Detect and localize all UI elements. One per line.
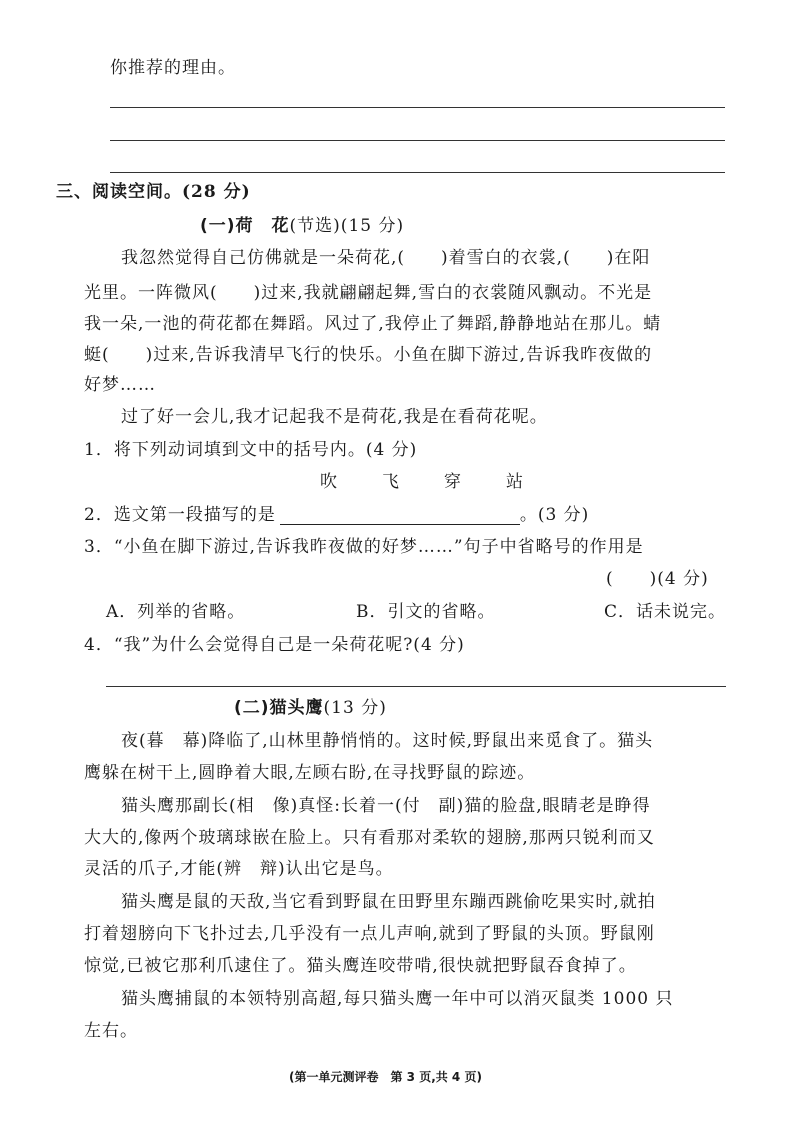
answer-line-3 — [110, 172, 725, 173]
passage2-line-10: 左右。 — [84, 1021, 138, 1041]
passage2-title: (二)猫头鹰 — [234, 698, 324, 718]
word-bank-item: 穿 — [444, 472, 462, 492]
page-footer: (第一单元测评卷 第 3 页,共 4 页) — [289, 1070, 482, 1084]
question-1: 1．将下列动词填到文中的括号内。(4 分) — [84, 440, 418, 460]
answer-line-1 — [110, 107, 725, 108]
passage2-line-9: 猫头鹰捕鼠的本领特别高超,每只猫头鹰一年中可以消灭鼠类 1000 只 — [121, 989, 674, 1009]
question-3: 3．“小鱼在脚下游过,告诉我昨夜做的好梦……”句子中省略号的作用是 — [84, 537, 644, 557]
question-3-option-c: C．话未说完。 — [604, 602, 727, 622]
word-bank-item: 站 — [506, 472, 524, 492]
passage2-line-2: 鹰躲在树干上,圆睁着大眼,左顾右盼,在寻找野鼠的踪迹。 — [84, 763, 536, 783]
passage1-title-row — [200, 216, 404, 236]
passage2-line-4: 大大的,像两个玻璃球嵌在脸上。只有看那对柔软的翅膀,那两只锐利而又 — [84, 828, 655, 848]
word-bank-item: 吹 — [320, 472, 338, 492]
previous-question-tail: 你推荐的理由。 — [110, 58, 236, 78]
passage2-title-note: (13 分) — [323, 698, 387, 718]
passage1-line-5: 好梦…… — [84, 375, 156, 395]
passage2-line-7: 打着翅膀向下飞扑过去,几乎没有一点儿声响,就到了野鼠的头顶。野鼠刚 — [84, 924, 655, 944]
passage1-line-3: 我一朵,一池的荷花都在舞蹈。风过了,我停止了舞蹈,静静地站在那儿。蜻 — [84, 314, 662, 334]
section-heading: 三、阅读空间。(28 分) — [56, 182, 251, 202]
passage2-line-1: 夜(暮 幕)降临了,山林里静悄悄的。这时候,野鼠出来觅食了。猫头 — [121, 731, 654, 751]
question-2 — [84, 505, 589, 525]
question-2-blank[interactable] — [280, 508, 520, 525]
passage1-line-6: 过了好一会儿,我才记起我不是荷花,我是在看荷花呢。 — [121, 407, 548, 427]
passage2-line-3: 猫头鹰那副长(相 像)真怪:长着一(付 副)猫的脸盘,眼睛老是睁得 — [121, 796, 651, 816]
question-1-word-bank — [320, 472, 524, 492]
passage1-title-note: (节选)(15 分) — [289, 216, 405, 236]
passage2-line-6: 猫头鹰是鼠的天敌,当它看到野鼠在田野里东蹦西跳偷吃果实时,就拍 — [121, 892, 656, 912]
question-2-prefix: 2．选文第一段描写的是 — [84, 505, 276, 525]
question-2-suffix: 。(3 分) — [519, 505, 590, 525]
word-bank-item: 飞 — [382, 472, 400, 492]
passage2-line-5: 灵活的爪子,才能(辨 辩)认出它是鸟。 — [84, 859, 394, 879]
question-3-option-a: A．列举的省略。 — [106, 602, 246, 622]
passage1-line-4: 蜓( )过来,告诉我清早飞行的快乐。小鱼在脚下游过,告诉我昨夜做的 — [84, 345, 653, 365]
passage2-title-row — [234, 698, 387, 718]
question-4-answer-line — [106, 686, 726, 687]
question-3-option-b: B．引文的省略。 — [356, 602, 496, 622]
passage1-line-2: 光里。一阵微风( )过来,我就翩翩起舞,雪白的衣裳随风飘动。不光是 — [84, 283, 653, 303]
passage1-title: (一)荷 花 — [200, 216, 290, 236]
question-4: 4．“我”为什么会觉得自己是一朵荷花呢?(4 分) — [84, 635, 465, 655]
answer-line-2 — [110, 140, 725, 141]
passage1-line-1: 我忽然觉得自己仿佛就是一朵荷花,( )着雪白的衣裳,( )在阳 — [121, 248, 651, 268]
passage2-line-8: 惊觉,已被它那利爪逮住了。猫头鹰连咬带啃,很快就把野鼠吞食掉了。 — [84, 956, 637, 976]
question-3-answer-bracket[interactable]: ( )(4 分) — [606, 569, 709, 589]
